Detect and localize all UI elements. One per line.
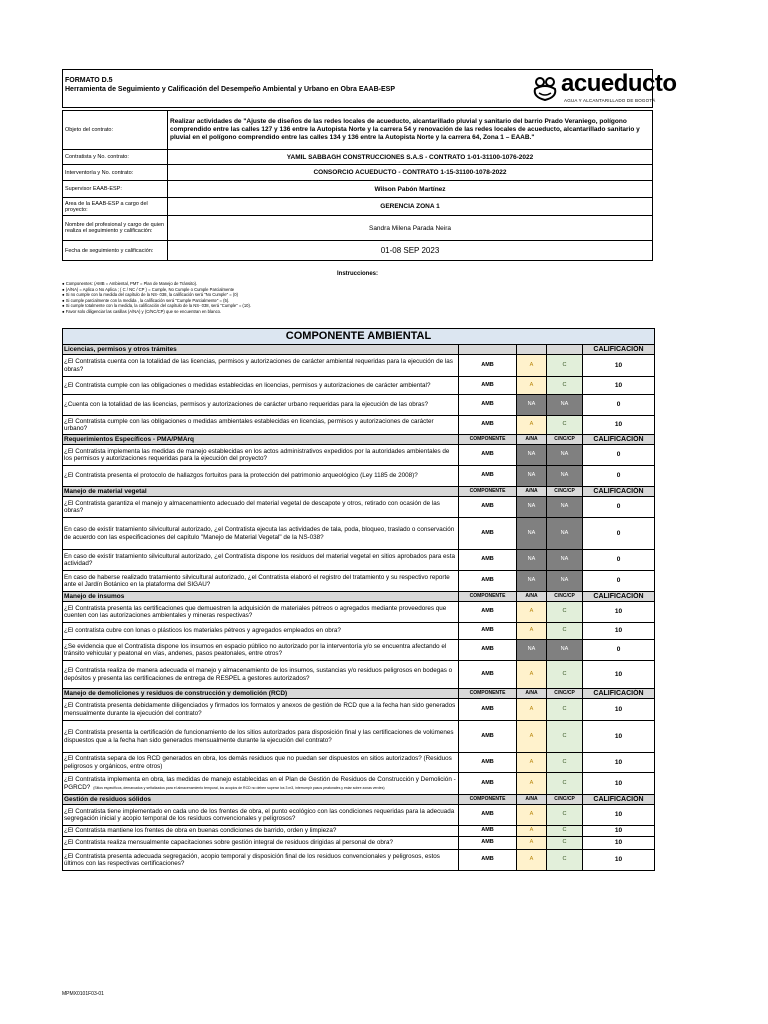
aplica-cell: A xyxy=(517,721,547,753)
col-header-ana: A/NA xyxy=(517,689,547,699)
componente-cell: AMB xyxy=(459,395,517,416)
cumple-cell: C xyxy=(547,416,583,435)
criterion-row xyxy=(63,773,655,795)
col-header-cnc: C/NC/CP xyxy=(547,435,583,445)
criterion-text xyxy=(63,445,459,466)
criterion-text xyxy=(63,518,459,550)
criterion-question: ¿El Contratista realiza mensualmente capacitaciones sobre gestión integral de residuos dirigidas al personal de obra? xyxy=(64,839,394,847)
criterion-question: ¿El contratista cubre con lonas o plásticos los materiales pétreos y agregados empleados en obra? xyxy=(64,627,341,635)
cumple-cell: NA xyxy=(547,518,583,550)
criterion-text xyxy=(63,837,459,850)
criterion-question: ¿El Contratista implementa las medidas de manejo establecidas en los actos administrativos expedidos por la autoridades ambientales de los permisos y autorizaciones requeridas para la ejecución del proyecto? xyxy=(64,447,450,462)
criterion-text xyxy=(63,466,459,487)
calificacion-cell: 10 xyxy=(583,661,655,689)
calificacion-cell: 10 xyxy=(583,850,655,871)
criterion-text xyxy=(63,550,459,571)
calificacion-cell: 0 xyxy=(583,518,655,550)
criterion-question: ¿El Contratista garantiza el manejo y almacenamiento adecuado del material vegetal de descapote y otros, retirado con ocasión de las obras? xyxy=(64,499,440,514)
calificacion-cell: 10 xyxy=(583,721,655,753)
criterion-row xyxy=(63,571,655,592)
criterion-question: En caso de existir tratamiento silvicultural autorizado, ¿el Contratista dispone los residuos del material vegetal en sitios aprobados para esta actividad? xyxy=(64,552,455,567)
col-header-ana: A/NA xyxy=(517,795,547,805)
cumple-cell: NA xyxy=(547,445,583,466)
criterion-row xyxy=(63,377,655,395)
objeto-value: Realizar actividades de "Ajuste de diseños de las redes locales de acueducto, alcantarillado pluvial y sanitario del barrio Prado Veraniego, polígono comprendido entre las calles 127 y 136 entre la Autopista Norte y la carrera 54 y renovación de las redes locales de acueducto, alcantarillado sanitario y pluvial en el polígono comprendido entre las calles 134 y 136 entre la Autopista Norte y la carrera 64, Zona 1 – EAAB." xyxy=(168,111,653,150)
aplica-cell: NA xyxy=(517,466,547,487)
cumple-cell: C xyxy=(547,721,583,753)
criterion-row xyxy=(63,826,655,837)
criterion-row xyxy=(63,416,655,435)
calificacion-cell: 10 xyxy=(583,773,655,795)
fecha-value: 01-08 SEP 2023 xyxy=(168,241,653,261)
aplica-cell: NA xyxy=(517,395,547,416)
calificacion-cell: 10 xyxy=(583,753,655,773)
supervisor-value: Wilson Pabón Martínez xyxy=(168,181,653,198)
componente-cell: AMB xyxy=(459,805,517,826)
criterion-question: ¿El Contratista cumple con las obligaciones o medidas establecidas en licencias, permisos y autorizaciones de carácter ambiental? xyxy=(64,381,431,389)
logo-tagline: AGUA Y ALCANTARILLADO DE BOGOTÁ xyxy=(564,98,656,103)
criterion-text xyxy=(63,377,459,395)
componente-cell: AMB xyxy=(459,550,517,571)
aplica-cell: NA xyxy=(517,497,547,518)
criterion-note: (Sitios específicos, demarcados y señalizados para el almacenamiento temporal, los acopios de RCD no deben superar los 3 m3, interrumpir pasos peatonales y estar sobre zonas verdes) xyxy=(93,785,385,790)
criterion-question: ¿El Contratista mantiene los frentes de obra en buenas condiciones de barrido, orden y limpieza? xyxy=(64,827,337,835)
criterion-question: En caso de existir tratamiento silvicultural autorizado, ¿el Contratista ejecuta las actividades de tala, poda, bloqueo, traslado o conservación de acuerdo con las especificaciones del capítulo "Manejo de Material Vegetal" de la NS-038? xyxy=(64,526,455,541)
aplica-cell: A xyxy=(517,837,547,850)
criterion-row xyxy=(63,640,655,661)
section-header-row xyxy=(63,592,655,602)
calificacion-cell: 0 xyxy=(583,445,655,466)
cumple-cell: C xyxy=(547,661,583,689)
criterion-question: ¿El Contratista separa de los RCD generados en obra, los demás residuos que no puedan ser dispuestos en sitios autorizados? (Residuos peligrosos y orgánicos, entre otros) xyxy=(64,755,452,770)
col-header-componente xyxy=(459,345,517,355)
section-header-row xyxy=(63,345,655,355)
calificacion-cell: 0 xyxy=(583,571,655,592)
componente-cell: AMB xyxy=(459,377,517,395)
form-header xyxy=(62,69,677,108)
profesional-label: Nombre del profesional y cargo de quien realiza el seguimiento y calificación: xyxy=(63,216,168,241)
componente-cell: AMB xyxy=(459,355,517,377)
cumple-cell: C xyxy=(547,773,583,795)
criterion-question: ¿El Contratista cumple con las obligaciones o medidas ambientales establecidas en licencias, permisos y autorizaciones de carácter urbano? xyxy=(64,417,434,432)
cumple-cell: C xyxy=(547,602,583,623)
cumple-cell: C xyxy=(547,699,583,721)
instruction-line: ● Componentes: (AMB = Ambiental, PMT = Plan de Manejo de Tránsito). xyxy=(62,281,198,286)
col-header-componente: COMPONENTE xyxy=(459,435,517,445)
criterion-text xyxy=(63,395,459,416)
componente-cell: AMB xyxy=(459,466,517,487)
col-header-ana xyxy=(517,345,547,355)
criterion-text xyxy=(63,753,459,773)
section-title: Manejo de material vegetal xyxy=(63,487,459,497)
aplica-cell: A xyxy=(517,602,547,623)
aplica-cell: A xyxy=(517,826,547,837)
format-code: FORMATO D.5 xyxy=(65,77,113,84)
aplica-cell: A xyxy=(517,699,547,721)
instruction-line: ● Si no cumple con la medida del capítulo de la NS- 038, la calificación será "No Cumple" = (0) xyxy=(62,292,238,298)
aplica-cell: NA xyxy=(517,518,547,550)
criterion-question: ¿El Contratista tiene implementado en cada uno de los frentes de obra, el punto ecológico con las condiciones requeridas para la adecuada segregación inicial y acopio temporal de los residuos convencionales y peligrosos? xyxy=(64,807,455,822)
componente-cell: AMB xyxy=(459,518,517,550)
calificacion-cell: 10 xyxy=(583,699,655,721)
aplica-cell: A xyxy=(517,850,547,871)
criterion-question: ¿El Contratista realiza de manera adecuada el manejo y almacenamiento de los insumos, sustancias y/o residuos peligrosos en bodegas o depósitos y presenta las certificaciones de entrega de RESPEL a gestores autorizados? xyxy=(64,667,453,682)
calificacion-cell: 10 xyxy=(583,837,655,850)
criterion-row xyxy=(63,850,655,871)
frog-logo-icon xyxy=(531,75,559,103)
col-header-ana: A/NA xyxy=(517,487,547,497)
criterion-text xyxy=(63,623,459,640)
componente-cell: AMB xyxy=(459,661,517,689)
cumple-cell: C xyxy=(547,377,583,395)
col-header-componente: COMPONENTE xyxy=(459,689,517,699)
criterion-row xyxy=(63,497,655,518)
componente-cell: AMB xyxy=(459,699,517,721)
cumple-cell: NA xyxy=(547,550,583,571)
criterion-text xyxy=(63,640,459,661)
aplica-cell: NA xyxy=(517,640,547,661)
componente-ambiental-table xyxy=(62,328,655,871)
criterion-question: ¿Cuenta con la totalidad de las licencias, permisos y autorizaciones de carácter urbano requeridas para la ejecución de las obras? xyxy=(64,401,429,409)
aplica-cell: A xyxy=(517,773,547,795)
interventoria-label: Interventoría y No. contrato: xyxy=(63,165,168,181)
componente-cell: AMB xyxy=(459,445,517,466)
criterion-row xyxy=(63,550,655,571)
objeto-label: Objeto del contrato: xyxy=(63,111,168,150)
criterion-question: En caso de haberse realizado tratamiento silvicultural autorizado, ¿el Contratista elaboró el registro del tratamiento y su respectivo reporte ante el Jardín Botánico en la plataforma del SIGAU? xyxy=(64,573,450,588)
cumple-cell: C xyxy=(547,850,583,871)
calificacion-cell: 10 xyxy=(583,416,655,435)
aplica-cell: A xyxy=(517,377,547,395)
cumple-cell: C xyxy=(547,623,583,640)
section-title: Requerimientos Específicos - PMA/PMArq xyxy=(63,435,459,445)
cumple-cell: NA xyxy=(547,395,583,416)
form-title: Herramienta de Seguimiento y Calificación del Desempeño Ambiental y Urbano en Obra EAAB-ESP xyxy=(65,86,395,93)
section-header-row xyxy=(63,487,655,497)
section-header-row xyxy=(63,435,655,445)
calificacion-cell: 10 xyxy=(583,805,655,826)
aplica-cell: A xyxy=(517,805,547,826)
calificacion-cell: 0 xyxy=(583,395,655,416)
calificacion-cell: 0 xyxy=(583,550,655,571)
criterion-question: ¿El Contratista presenta debidamente diligenciados y firmados los formatos y anexos de gestión de RCD que a la fecha han sido generados mensualmente durante la ejecución del contrato? xyxy=(64,702,456,717)
col-header-calificacion: CALIFICACIÓN xyxy=(583,345,655,355)
col-header-cnc: C/NC/CP xyxy=(547,487,583,497)
componente-cell: AMB xyxy=(459,416,517,435)
criterion-row xyxy=(63,753,655,773)
criterion-row xyxy=(63,355,655,377)
fecha-label: Fecha de seguimiento y calificación: xyxy=(63,241,168,261)
criterion-question: ¿Se evidencia que el Contratista dispone los insumos en espacio público no autorizado por la interventoría y/o se encuentra afectando el tránsito vehicular y peatonal en vías, andenes, pasos peatonales, entre otros? xyxy=(64,642,447,657)
section-title: Gestión de residuos sólidos xyxy=(63,795,459,805)
section-header-row xyxy=(63,795,655,805)
aplica-cell: A xyxy=(517,661,547,689)
componente-cell: AMB xyxy=(459,623,517,640)
componente-cell: AMB xyxy=(459,850,517,871)
instructions-title: Instrucciones: xyxy=(336,271,378,277)
instructions-list xyxy=(62,281,653,315)
acueducto-logo xyxy=(531,72,681,106)
instruction-line: ● Si cumple totalmente con la medida, la calificación del capítulo de la NS- 038, será "Cumple" = (10). xyxy=(62,303,252,309)
criterion-text xyxy=(63,805,459,826)
interventoria-value: CONSORCIO ACUEDUCTO - CONTRATO 1-15-31100-1078-2022 xyxy=(168,165,653,181)
col-header-calificacion: CALIFICACIÓN xyxy=(583,795,655,805)
supervisor-label: Supervisor EAAB-ESP: xyxy=(63,181,168,198)
col-header-componente: COMPONENTE xyxy=(459,487,517,497)
criterion-text xyxy=(63,661,459,689)
contract-info-table xyxy=(62,110,653,261)
profesional-value: Sandra Milena Parada Neira xyxy=(168,216,653,241)
criterion-row xyxy=(63,518,655,550)
componente-cell: AMB xyxy=(459,721,517,753)
calificacion-cell: 0 xyxy=(583,466,655,487)
componente-cell: AMB xyxy=(459,837,517,850)
contratista-value: YAMIL SABBAGH CONSTRUCCIONES S.A.S - CONTRATO 1-01-31100-1076-2022 xyxy=(168,150,653,165)
area-label: Area de la EAAB-ESP a cargo del proyecto: xyxy=(63,198,168,216)
cumple-cell: NA xyxy=(547,571,583,592)
col-header-cnc: C/NC/CP xyxy=(547,592,583,602)
instruction-line: ● Favor solo diligenciar las casillas (A/NA) y (C/NC/CP) que se encuentran en blanco. xyxy=(62,308,222,314)
criterion-text xyxy=(63,699,459,721)
componente-cell: AMB xyxy=(459,497,517,518)
criterion-row xyxy=(63,623,655,640)
criterion-text xyxy=(63,416,459,435)
calificacion-cell: 0 xyxy=(583,497,655,518)
criterion-text xyxy=(63,602,459,623)
criterion-text xyxy=(63,826,459,837)
criterion-row xyxy=(63,602,655,623)
col-header-componente: COMPONENTE xyxy=(459,795,517,805)
criterion-question: ¿El Contratista presenta las certificaciones que demuestren la adquisición de materiales pétreos o agregados mediante proveedores que cuenten con las autorizaciones ambientales y mineras respectivas? xyxy=(64,604,447,619)
componente-cell: AMB xyxy=(459,571,517,592)
cumple-cell: NA xyxy=(547,640,583,661)
col-header-calificacion: CALIFICACIÓN xyxy=(583,487,655,497)
instruction-line: ● (A/NA) = Aplica o No Aplica ; ( C / NC / CP ) = Cumple, No Cumple o Cumple Parcialmente xyxy=(62,286,235,292)
criterion-row xyxy=(63,466,655,487)
criterion-row xyxy=(63,837,655,850)
cumple-cell: NA xyxy=(547,497,583,518)
criterion-text xyxy=(63,355,459,377)
section-title: Licencias, permisos y otros trámites xyxy=(63,345,459,355)
section-header-row xyxy=(63,689,655,699)
aplica-cell: A xyxy=(517,753,547,773)
section-title: Manejo de insumos xyxy=(63,592,459,602)
col-header-ana: A/NA xyxy=(517,435,547,445)
criterion-question: ¿El Contratista implementa en obra, las medidas de manejo establecidas en el Plan de Gestión de Residuos de Construcción y Demolición - PGRCD? xyxy=(64,776,456,791)
cumple-cell: C xyxy=(547,753,583,773)
calificacion-cell: 10 xyxy=(583,377,655,395)
criterion-row xyxy=(63,721,655,753)
contratista-label: Contratista y No. contrato: xyxy=(63,150,168,165)
componente-cell: AMB xyxy=(459,773,517,795)
col-header-cnc: C/NC/CP xyxy=(547,689,583,699)
aplica-cell: A xyxy=(517,355,547,377)
criterion-text xyxy=(63,497,459,518)
footer-code: MPMX0101F03-01 xyxy=(62,991,104,997)
component-title: COMPONENTE AMBIENTAL xyxy=(63,329,655,345)
aplica-cell: NA xyxy=(517,571,547,592)
componente-cell: AMB xyxy=(459,826,517,837)
calificacion-cell: 10 xyxy=(583,355,655,377)
criterion-text xyxy=(63,721,459,753)
aplica-cell: A xyxy=(517,623,547,640)
section-title: Manejo de demoliciones y residuos de construcción y demolición (RCD) xyxy=(63,689,459,699)
col-header-cnc xyxy=(547,345,583,355)
col-header-cnc: C/NC/CP xyxy=(547,795,583,805)
criterion-row xyxy=(63,661,655,689)
criterion-row xyxy=(63,395,655,416)
logo-wordmark: acueducto xyxy=(561,70,677,97)
cumple-cell: C xyxy=(547,826,583,837)
calificacion-cell: 10 xyxy=(583,623,655,640)
col-header-componente: COMPONENTE xyxy=(459,592,517,602)
aplica-cell: NA xyxy=(517,550,547,571)
calificacion-cell: 0 xyxy=(583,640,655,661)
cumple-cell: C xyxy=(547,837,583,850)
criterion-question: ¿El Contratista presenta la certificación de funcionamiento de los sitios autorizados para disposición final y las certificaciones de volúmenes dispuestos que a la fecha han sido generados mensualmente durante la ejecución del contrato? xyxy=(64,729,454,744)
criterion-text xyxy=(63,571,459,592)
componente-cell: AMB xyxy=(459,753,517,773)
criterion-question: ¿El Contratista presenta adecuada segregación, acopio temporal y disposición final de los residuos convencionales y peligrosos, estos últimos con las respectivas certificaciones? xyxy=(64,852,440,867)
criterion-text xyxy=(63,773,459,795)
cumple-cell: C xyxy=(547,355,583,377)
col-header-calificacion: CALIFICACIÓN xyxy=(583,592,655,602)
area-value: GERENCIA ZONA 1 xyxy=(168,198,653,216)
criterion-question: ¿El Contratista cuenta con la totalidad de las licencias, permisos y autorizaciones de carácter ambiental requeridas para la ejecución de las obras? xyxy=(64,358,453,373)
instruction-line: ● Si cumple parcialmente con la medida , la calificación será "Cumple Parcialmente" = (5). xyxy=(62,297,230,303)
cumple-cell: C xyxy=(547,805,583,826)
componente-cell: AMB xyxy=(459,640,517,661)
aplica-cell: A xyxy=(517,416,547,435)
criterion-question: ¿El Contratista presenta el protocolo de hallazgos fortuitos para la protección del patrimonio arqueológico (Ley 1185 de 2008)? xyxy=(64,472,418,480)
col-header-calificacion: CALIFICACIÓN xyxy=(583,435,655,445)
col-header-ana: A/NA xyxy=(517,592,547,602)
componente-cell: AMB xyxy=(459,602,517,623)
calificacion-cell: 10 xyxy=(583,602,655,623)
criterion-row xyxy=(63,699,655,721)
criterion-text xyxy=(63,850,459,871)
criterion-row xyxy=(63,805,655,826)
col-header-calificacion: CALIFICACIÓN xyxy=(583,689,655,699)
criterion-row xyxy=(63,445,655,466)
calificacion-cell: 10 xyxy=(583,826,655,837)
cumple-cell: NA xyxy=(547,466,583,487)
aplica-cell: NA xyxy=(517,445,547,466)
